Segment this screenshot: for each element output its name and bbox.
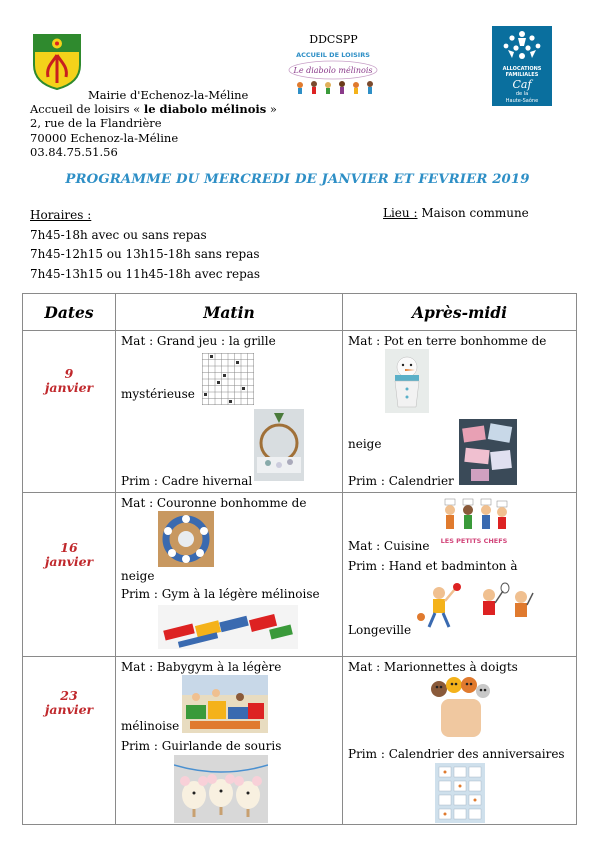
activity-text: Longeville [348,623,412,637]
snowman-wreath-image [158,511,214,567]
caf-brand: Caf [512,78,532,91]
phone-number: 03.84.75.51.56 [30,144,118,159]
activity-text: Prim : Calendrier [348,474,454,488]
activity-text: mystérieuse [121,387,195,401]
activity-text: neige [348,437,382,451]
apres-midi-cell [343,493,577,657]
birthday-calendar-image [435,763,485,823]
matin-cell [116,657,343,825]
table-row [23,657,577,825]
lieu-label: Lieu : [383,206,418,220]
activity-text: Mat : Pot en terre bonhomme de [348,334,547,348]
activity-text: Mat : Marionnettes à doigts [348,660,518,674]
handball-player-image [413,581,463,631]
horaires-label: Horaires : [30,208,92,222]
babygym-image [182,675,268,733]
horaires-line: 7h45-18h avec ou sans repas [30,227,207,242]
caf-logo [492,26,552,106]
table-header-row [23,294,577,331]
date-month: janvier [44,380,94,395]
activity-text: Prim : Hand et badminton à [348,559,518,573]
activity-text: mélinoise [121,719,180,733]
matin-cell [116,331,343,493]
activity-text: Prim : Cadre hivernal [121,474,253,488]
activity-text: neige [121,569,155,583]
street-address: 2, rue de la Flandrière [30,116,162,131]
header-dates: Dates [23,294,116,331]
mairie-name: Mairie d'Echenoz-la-Méline [88,88,249,102]
logo-line2: Le diabolo mélinois [293,66,373,75]
horaires-line: 7h45-12h15 ou 13h15-18h sans repas [30,247,260,261]
activity-text: Prim : Guirlande de souris [121,739,282,753]
table-row [23,493,577,657]
logo-line1: ACCUEIL DE LOISIRS [296,51,370,59]
finger-puppets-image [427,675,493,739]
horaires-block [30,206,260,284]
ddcspp-label: DDCSPP [309,33,358,46]
grid-puzzle-image [202,353,254,405]
date-day: 9 [64,366,74,381]
diabolo-logo [286,48,381,96]
children-figures-icon [297,81,373,94]
apres-midi-cell [343,331,577,493]
caf-line2: FAMILIALES [505,72,539,78]
activity-text: Mat : Grand jeu : la grille [121,334,276,348]
city-address: 70000 Echenoz-la-Méline [30,130,179,145]
winter-frame-image [254,409,304,481]
snowman-pot-image [385,349,429,413]
date-cell [23,657,116,825]
gym-mats-image [158,605,298,649]
calendar-craft-image [459,419,517,485]
cuisine-logo-text: LES PETITS CHEFS [440,537,508,545]
date-day: 23 [60,688,78,703]
apres-midi-cell [343,657,577,825]
date-month: janvier [44,702,94,717]
horaires-line: 7h45-13h15 ou 11h45-18h avec repas [30,266,261,281]
accueil-line: Accueil de loisirs « le diabolo mélinois » [30,102,277,117]
town-crest-logo [32,33,82,91]
lieu-value: Maison commune [417,206,529,220]
mouse-garland-image [174,755,268,823]
lieu-block [383,206,529,220]
activity-text: Mat : Cuisine [348,539,430,553]
caf-line3: de la [515,91,529,97]
date-cell [23,331,116,493]
activity-text: Mat : Babygym à la légère [121,660,282,674]
little-chefs-image [437,497,511,549]
activity-text: Prim : Gym à la légère mélinoise [121,587,320,601]
header-matin: Matin [116,294,343,331]
table-row [23,331,577,493]
activity-text: Prim : Calendrier des anniversaires [348,747,565,761]
page-title: PROGRAMME DU MERCREDI DE JANVIER ET FEVRIER 2019 [65,172,530,187]
date-month: janvier [44,554,94,569]
programme-table [22,293,577,825]
caf-line4: Haute-Saône [505,98,539,104]
date-day: 16 [60,540,78,555]
header-apres-midi: Après-midi [343,294,577,331]
address-block [30,88,277,159]
matin-cell [116,493,343,657]
badminton-kids-image [471,573,539,631]
ddcspp-block [286,33,381,96]
date-cell [23,493,116,657]
activity-text: Mat : Couronne bonhomme de [121,496,307,510]
caf-line1: ALLOCATIONS [502,66,542,72]
accueil-name: le diabolo mélinois [143,102,267,117]
